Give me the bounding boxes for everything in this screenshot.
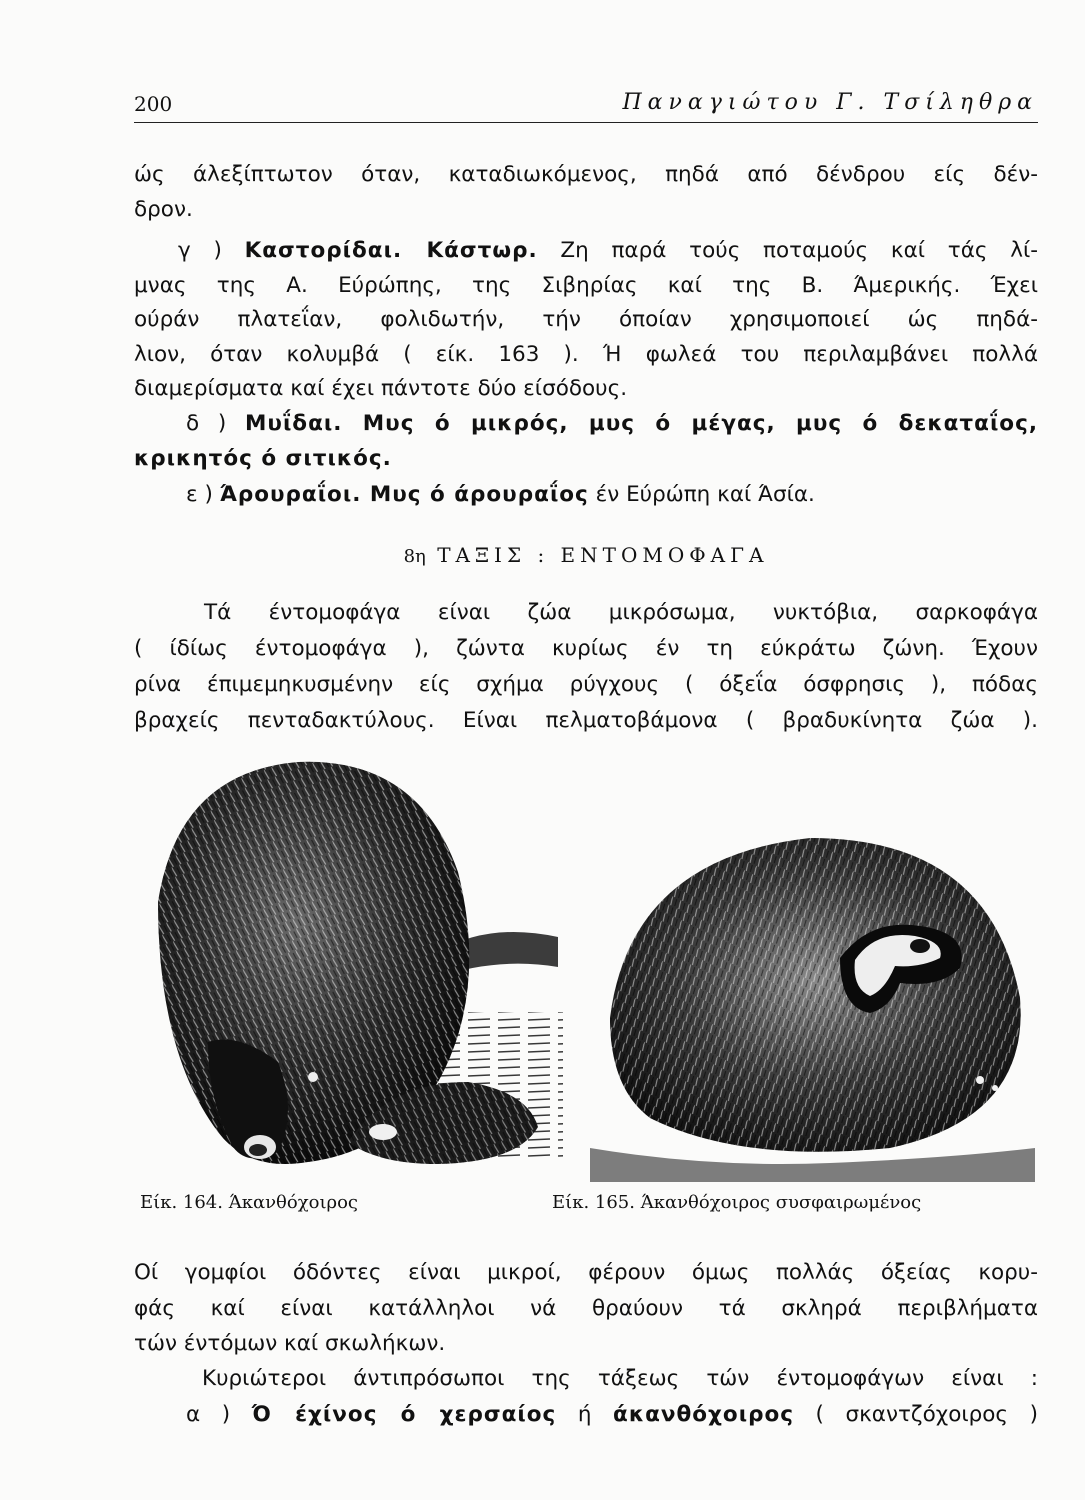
taxon-name: άκανθόχοιρος <box>613 1402 794 1427</box>
page-number: 200 <box>134 92 173 116</box>
list-item-erinaceus <box>134 1400 1038 1430</box>
figure-165-caption: Είκ. 165. Άκανθόχοιρος συσφαιρωμένος <box>552 1192 922 1213</box>
taxon-name: Μυΐδαι. Μυς ό μικρός, μυς ό μέγας, μυς ό δεκαταΐος, <box>245 411 1038 436</box>
list-item-castoridae <box>134 236 1038 266</box>
list-item-arvicolinae <box>134 480 1038 510</box>
section-title: ΕΝΤΟΜΟΦΑΓΑ <box>560 543 769 567</box>
text-line <box>134 444 1038 474</box>
rolled-hedgehog-illustration <box>590 818 1035 1182</box>
text-line: μνας της Α. Εύρώπης, της Σιβηρίας καί της Β. Άμερικής. Έχει <box>134 273 1038 298</box>
text-line: διαμερίσματα καί έχει πάντοτε δύο είσόδους. <box>134 376 628 401</box>
rolled-hedgehog-drawing <box>590 818 1035 1182</box>
text-line: ρίνα έπιμεμηκυσμένην είς σχήμα ρύγχους ( όξεΐα όσφρησις ), πόδας <box>134 672 1038 697</box>
text-line: Τά έντομοφάγα είναι ζώα μικρόσωμα, νυκτόβια, σαρκοφάγα <box>204 600 1038 625</box>
text-line: ( ίδίως έντομοφάγα ), ζώντα κυρίως έν τη εύκράτω ζώνη. Έχουν <box>134 636 1038 661</box>
taxon-name: Άρουραΐοι. Μυς ό άρουραΐος <box>219 482 589 507</box>
text-line: φάς καί είναι κατάλληλοι νά θραύουν τά σκληρά περιβλήματα <box>134 1296 1038 1321</box>
page-header <box>134 90 1038 123</box>
text-run: Ζη παρά τούς ποταμούς καί τάς λί- <box>537 238 1038 263</box>
taxon-name: Καστορίδαι. Κάστωρ. <box>244 238 538 263</box>
list-marker: γ ) <box>178 238 245 263</box>
hedgehog-drawing <box>138 752 563 1182</box>
list-item-muridae <box>134 409 1038 439</box>
text-line: δρον. <box>134 197 193 222</box>
text-line: ούράν πλατεΐαν, φολιδωτήν, τήν όποίαν χρησιμοποιεί ώς πηδά- <box>134 307 1038 332</box>
text-run: έν Εύρώπη καί Άσία. <box>588 482 815 507</box>
text-line: Οί γομφίοι όδόντες είναι μικροί, φέρουν όμως πολλάς όξείας κορυ- <box>134 1260 1038 1285</box>
text-run: ( σκαντζόχοιρος ) <box>793 1402 1038 1427</box>
list-marker: α ) <box>186 1402 252 1427</box>
section-label: ΤΑΞΙΣ : <box>437 543 550 567</box>
hedgehog-illustration <box>138 752 563 1182</box>
text-line: Κυριώτεροι άντιπρόσωποι της τάξεως τών έντομοφάγων είναι : <box>202 1366 1038 1391</box>
running-title: Παναγιώτου Γ. Τσίληθρα <box>622 90 1038 115</box>
section-heading <box>134 540 1038 572</box>
taxon-name: Ό έχίνος ό χερσαίος <box>251 1402 557 1427</box>
taxon-name: κρικητός ό σιτικός. <box>134 446 392 471</box>
text-line: τών έντόμων καί σκωλήκων. <box>134 1331 446 1356</box>
list-marker: δ ) <box>186 411 246 436</box>
list-marker: ε ) <box>186 482 220 507</box>
text-run: ή <box>556 1402 614 1427</box>
text-line: λιον, όταν κολυμβά ( είκ. 163 ). Ή φωλεά του περιλαμβάνει πολλά <box>134 342 1038 367</box>
figure-164-caption: Είκ. 164. Άκανθόχοιρος <box>140 1192 359 1213</box>
section-ordinal: 8η <box>403 546 426 567</box>
text-line: βραχείς πενταδακτύλους. Είναι πελματοβάμονα ( βραδυκίνητα ζώα ). <box>134 708 1038 733</box>
text-line: ώς άλεξίπτωτον όταν, καταδιωκόμενος, πηδά από δένδρου είς δέν- <box>134 162 1038 187</box>
